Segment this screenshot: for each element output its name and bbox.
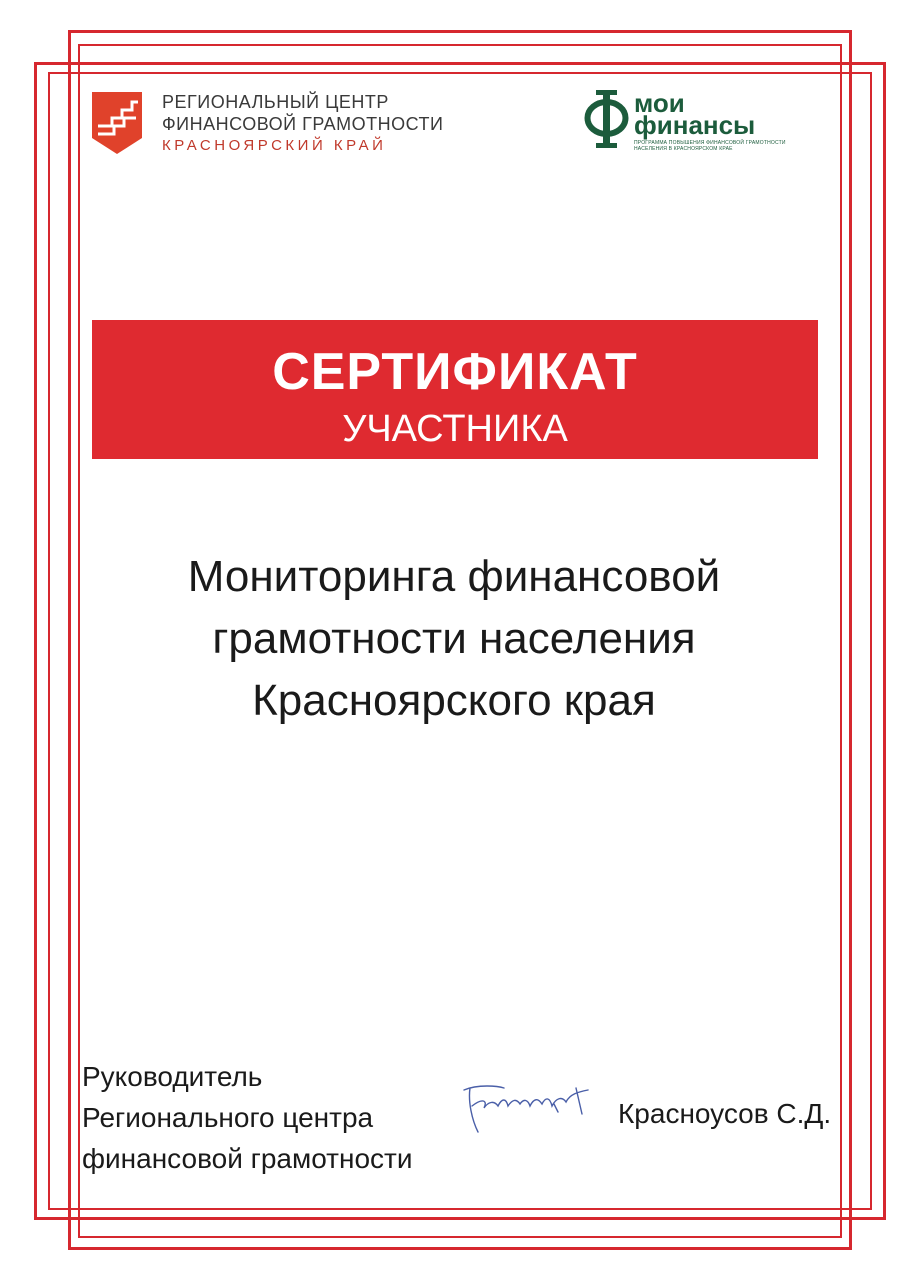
signatory-position (82, 1056, 413, 1179)
logo-left-line3: КРАСНОЯРСКИЙ КРАЙ (162, 137, 387, 154)
signatory-line3: финансовой грамотности (82, 1143, 413, 1174)
logo-right-line1: мои (634, 88, 685, 118)
handwritten-signature (458, 1076, 608, 1138)
logo-left-line2: ФИНАНСОВОЙ ГРАМОТНОСТИ (162, 114, 444, 134)
logo-right-tagline-2: НАСЕЛЕНИЯ В КРАСНОЯРСКОМ КРАЕ (634, 146, 733, 152)
logo-right-tagline (634, 140, 786, 152)
event-title-line3: Красноярского края (252, 676, 656, 725)
signatory-name: Красноусов С.Д. (618, 1098, 832, 1129)
event-title-line1: Мониторинга финансовой (187, 552, 721, 601)
certificate-title: СЕРТИФИКАТ (272, 343, 638, 401)
event-title (60, 546, 848, 732)
certificate-subtitle: УЧАСТНИКА (342, 408, 568, 450)
signatory-line1: Руководитель (82, 1061, 263, 1092)
logo-right-tagline-1: ПРОГРАММА ПОВЫШЕНИЯ ФИНАНСОВОЙ ГРАМОТНОСТИ (634, 140, 786, 146)
moi-finansy-logo (582, 88, 802, 158)
logo-left-line1: РЕГИОНАЛЬНЫЙ ЦЕНТР (162, 92, 389, 112)
certificate-banner (92, 320, 818, 459)
signatory-line2: Регионального центра (82, 1102, 374, 1133)
regional-center-logo (92, 92, 492, 162)
shield-logo-icon (92, 92, 142, 154)
logo-right-line2: финансы (634, 110, 756, 140)
event-title-line2: грамотности населения (212, 614, 696, 663)
phi-logo-icon (582, 88, 630, 150)
